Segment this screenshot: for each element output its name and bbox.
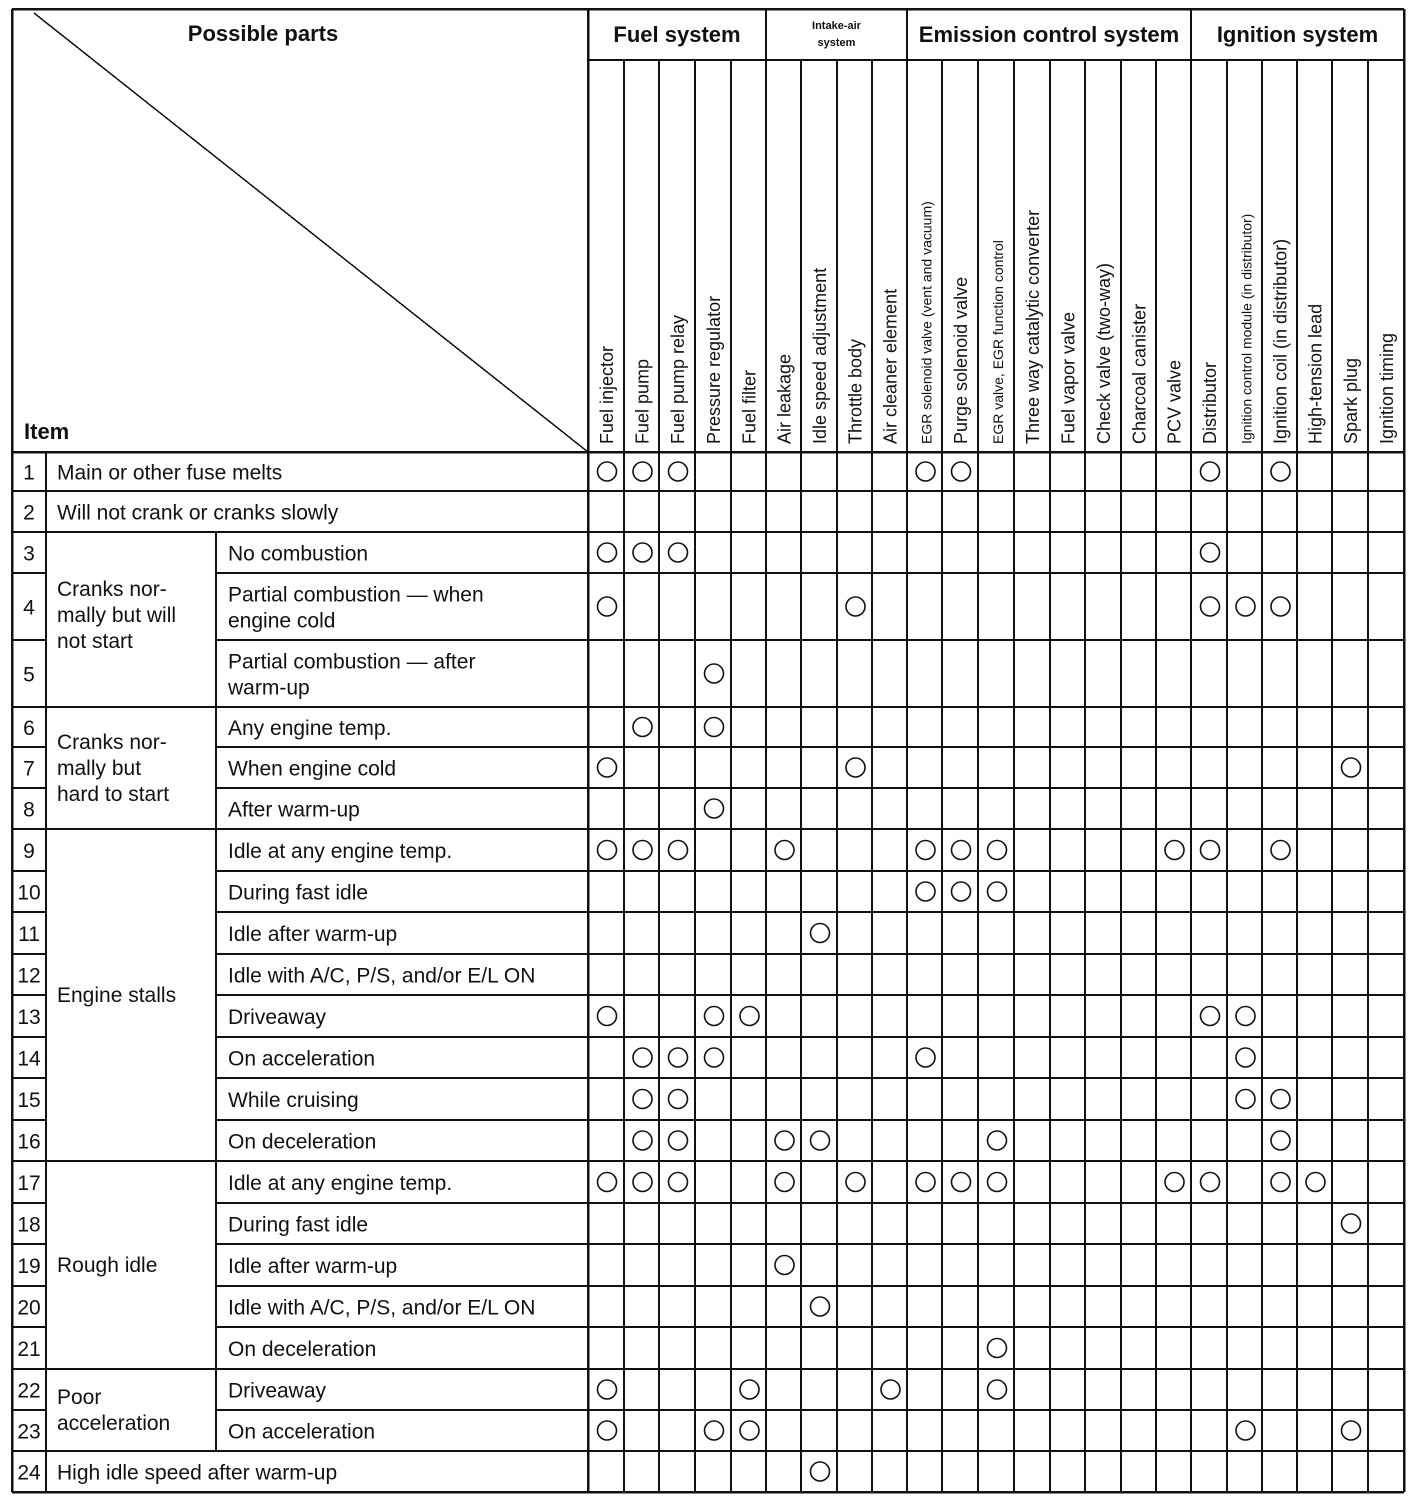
row-number: 3 — [23, 542, 35, 566]
column-header: Fuel injector — [597, 345, 617, 444]
category-label: mally but will — [57, 604, 177, 627]
row-label: Partial combustion — after — [228, 650, 476, 674]
row-label: Idle at any engine temp. — [228, 1172, 453, 1195]
row-label: engine cold — [228, 609, 336, 633]
column-header: High-tension lead — [1305, 303, 1326, 444]
row-label: Idle with A/C, P/S, and/or E/L ON — [228, 1296, 536, 1320]
row-label: No combustion — [228, 542, 369, 566]
column-header: Ignition coil (in distributor) — [1270, 238, 1291, 444]
row-label: Idle after warm-up — [228, 1255, 398, 1278]
column-header: Fuel filter — [739, 369, 760, 444]
column-header: Fuel vapor valve — [1058, 311, 1079, 444]
column-header: Distributor — [1200, 361, 1220, 444]
column-header: Idle speed adjustment — [810, 267, 830, 444]
row-label: Driveaway — [228, 1379, 327, 1403]
row-number: 4 — [23, 596, 35, 620]
row-number: 16 — [17, 1130, 41, 1154]
row-number: 10 — [17, 881, 41, 905]
column-header: Air cleaner element — [880, 288, 901, 444]
group-header-intake: system — [817, 37, 856, 49]
column-header: EGR valve, EGR function control — [990, 240, 1006, 444]
group-header-ignition: Ignition system — [1216, 22, 1379, 47]
row-label: During fast idle — [228, 1213, 369, 1237]
category-label: Poor — [57, 1386, 102, 1409]
row-number: 5 — [23, 663, 35, 687]
row-label: Main or other fuse melts — [57, 461, 283, 485]
item-label: Item — [24, 419, 70, 444]
row-label: Any engine temp. — [228, 717, 392, 740]
row-number: 24 — [17, 1461, 41, 1485]
category-label: Cranks nor- — [57, 578, 167, 601]
row-number: 19 — [17, 1255, 41, 1278]
column-header: PCV valve — [1164, 359, 1185, 444]
column-header: Ignition control module (in distributor) — [1238, 213, 1255, 444]
row-label: Idle after warm-up — [228, 923, 398, 946]
row-label: On acceleration — [228, 1420, 376, 1444]
row-number: 8 — [23, 798, 35, 822]
category-label: Cranks nor- — [57, 731, 167, 754]
row-number: 14 — [17, 1047, 41, 1071]
row-label: During fast idle — [228, 881, 369, 905]
row-number: 1 — [23, 461, 35, 485]
row-number: 22 — [17, 1379, 41, 1403]
row-label: Idle with A/C, P/S, and/or E/L ON — [228, 964, 536, 988]
column-header: Check valve (two-way) — [1094, 262, 1114, 444]
category-label: acceleration — [57, 1412, 171, 1435]
row-number: 20 — [17, 1296, 41, 1320]
row-number: 17 — [17, 1172, 41, 1195]
row-number: 23 — [17, 1420, 41, 1444]
row-label: High idle speed after warm-up — [57, 1461, 338, 1485]
row-number: 6 — [23, 717, 35, 740]
column-header: Charcoal canister — [1129, 303, 1150, 444]
row-label: warm-up — [228, 676, 310, 700]
row-number: 12 — [17, 964, 41, 988]
row-label: Driveaway — [228, 1006, 327, 1029]
row-number: 15 — [17, 1089, 41, 1112]
row-number: 9 — [23, 840, 35, 863]
row-label: After warm-up — [228, 798, 360, 822]
column-header: Throttle body — [845, 338, 866, 444]
row-number: 7 — [23, 757, 35, 781]
row-label: While cruising — [228, 1089, 359, 1112]
column-header: Ignition timing — [1377, 332, 1397, 444]
column-header: Purge solenoid valve — [951, 276, 971, 444]
row-label: Idle at any engine temp. — [228, 840, 453, 863]
row-label: When engine cold — [228, 757, 397, 781]
category-label: hard to start — [57, 783, 170, 806]
group-header-intake: Intake-air — [812, 20, 861, 32]
row-number: 11 — [18, 923, 40, 946]
category-label: mally but — [57, 757, 142, 780]
row-number: 21 — [17, 1338, 41, 1361]
column-header: Air leakage — [774, 353, 795, 444]
column-header: Fuel pump relay — [668, 314, 688, 444]
group-header-emission: Emission control system — [918, 22, 1180, 47]
row-label: On deceleration — [228, 1338, 377, 1361]
row-label: On acceleration — [228, 1047, 376, 1071]
row-label: Partial combustion — when — [228, 583, 484, 607]
column-header: Pressure regulator — [704, 295, 724, 444]
category-label: not start — [57, 630, 133, 653]
row-label: On deceleration — [228, 1130, 377, 1154]
group-header-fuel: Fuel system — [613, 22, 741, 47]
row-number: 2 — [23, 501, 35, 525]
category-label: Rough idle — [57, 1254, 158, 1277]
column-header: Fuel pump — [632, 358, 653, 444]
row-label: Will not crank or cranks slowly — [57, 501, 339, 525]
row-number: 13 — [17, 1006, 41, 1029]
row-number: 18 — [17, 1213, 41, 1237]
column-header: Three way catalytic converter — [1023, 209, 1043, 444]
column-header: Spark plug — [1341, 357, 1361, 444]
column-header: EGR solenoid valve (vent and vacuum) — [918, 201, 935, 444]
title-text: Possible parts — [187, 21, 339, 46]
category-label: Engine stalls — [57, 984, 177, 1007]
